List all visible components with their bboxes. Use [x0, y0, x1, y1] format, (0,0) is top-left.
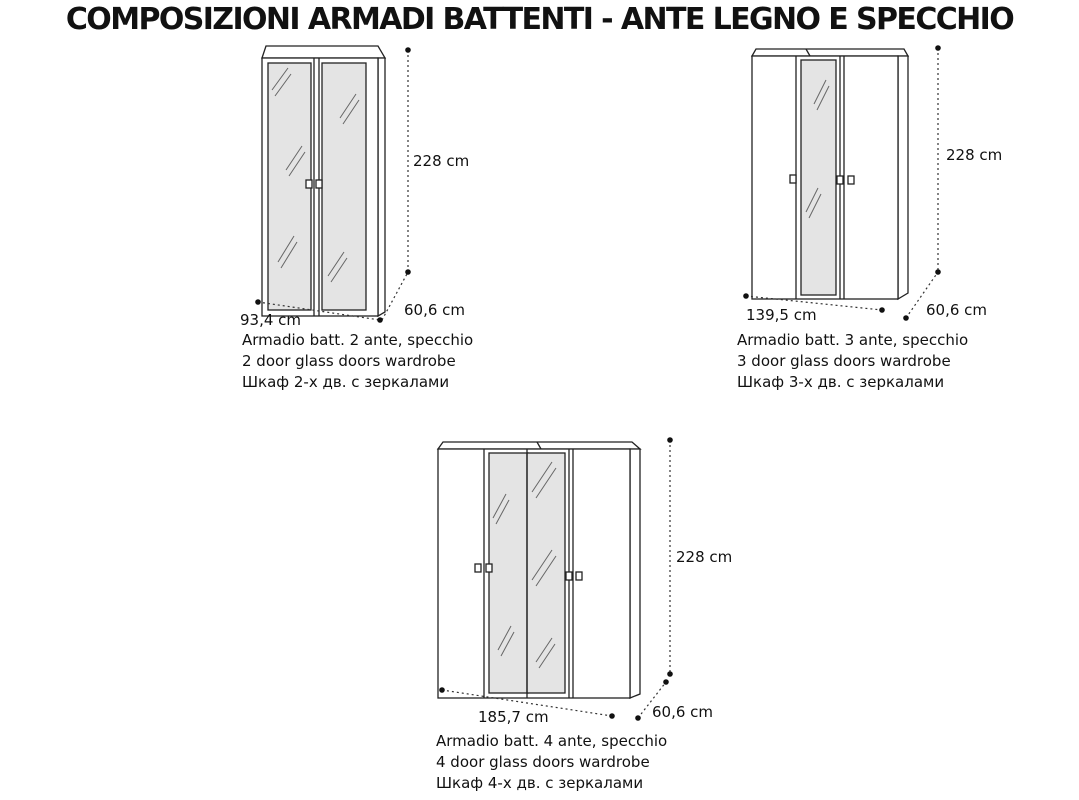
wardrobe-side	[378, 58, 385, 316]
width-label: 185,7 cm	[478, 708, 549, 726]
caption-russian: Шкаф 2-х дв. с зеркалами	[242, 373, 450, 391]
height-label: 228 cm	[413, 152, 470, 170]
height-label: 228 cm	[946, 146, 1003, 164]
depth-label: 60,6 cm	[652, 703, 714, 721]
caption-italian: Armadio batt. 4 ante, specchio	[436, 732, 668, 750]
height-label: 228 cm	[676, 548, 733, 566]
page-title: COMPOSIZIONI ARMADI BATTENTI - ANTE LEGNO E SPECCHIO	[65, 2, 1014, 37]
handle	[306, 180, 312, 188]
wardrobe-4-door	[438, 442, 640, 698]
wardrobe-2-door	[262, 46, 385, 316]
handle	[316, 180, 322, 188]
width-label: 139,5 cm	[746, 306, 817, 324]
wardrobe-side	[630, 449, 640, 698]
handle	[837, 176, 843, 184]
wardrobe-3-door	[752, 49, 908, 299]
mirror-door-left	[489, 453, 528, 693]
wardrobe-caption	[436, 731, 667, 794]
wardrobe-caption	[242, 330, 473, 393]
handle	[790, 175, 796, 183]
wardrobe-top	[262, 46, 385, 58]
wardrobe-top	[752, 49, 908, 56]
width-label: 93,4 cm	[240, 311, 302, 329]
caption-english: 3 door glass doors wardrobe	[737, 352, 951, 370]
caption-english: 4 door glass doors wardrobe	[436, 753, 650, 771]
wardrobe-caption	[737, 330, 968, 393]
mirror-door-right	[322, 63, 366, 310]
depth-label: 60,6 cm	[926, 301, 988, 319]
caption-russian: Шкаф 3-х дв. с зеркалами	[737, 373, 945, 391]
caption-italian: Armadio batt. 3 ante, specchio	[737, 331, 969, 349]
caption-english: 2 door glass doors wardrobe	[242, 352, 456, 370]
caption-russian: Шкаф 4-х дв. с зеркалами	[436, 774, 644, 792]
handle	[475, 564, 481, 572]
mirror-door-left	[268, 63, 311, 310]
caption-italian: Armadio batt. 2 ante, specchio	[242, 331, 474, 349]
wardrobe-side	[898, 56, 908, 299]
handle	[566, 572, 572, 580]
handle	[848, 176, 854, 184]
handle	[486, 564, 492, 572]
handle	[576, 572, 582, 580]
depth-label: 60,6 cm	[404, 301, 466, 319]
